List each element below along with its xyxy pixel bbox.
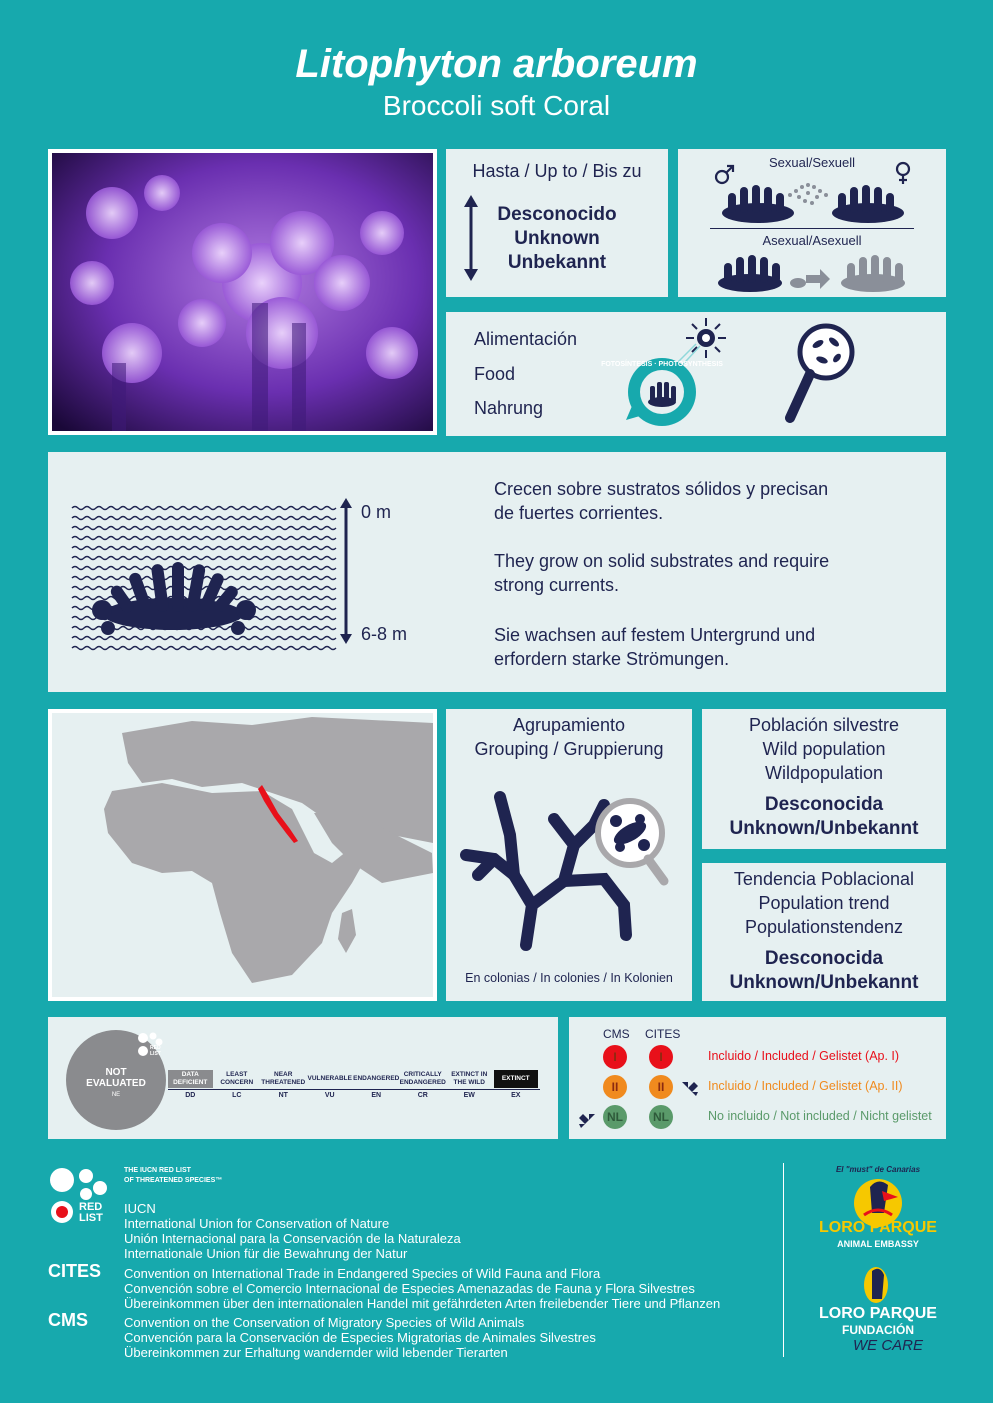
depth-bottom-label: 6-8 m xyxy=(361,624,408,644)
wave-line xyxy=(72,517,336,520)
iucn-footer-logo-text-1: RED xyxy=(79,1201,103,1213)
cites-appendix-i-badge: I xyxy=(649,1045,673,1069)
cms-pointer-arrow-icon xyxy=(577,1112,599,1130)
trend-label-de: Populationstendenz xyxy=(744,917,904,937)
sexual-label: Sexual/Sexuell xyxy=(769,155,855,170)
cites-appendix-nl-badge: NL xyxy=(649,1105,673,1129)
redlist-code-cr: CR xyxy=(417,1092,428,1099)
iucn-footer-logo xyxy=(48,1166,112,1226)
cites-column-header: CITES xyxy=(645,1027,681,1041)
cites-footer-title: CITES xyxy=(48,1261,102,1281)
cms-column-header: CMS xyxy=(603,1027,630,1041)
vertical-arrow-icon xyxy=(461,195,481,281)
redlist-code-dd: DD xyxy=(185,1092,196,1099)
habitat-text-de-2: erfordern starke Strömungen. xyxy=(494,649,730,669)
depth-top-label: 0 m xyxy=(361,502,392,522)
iucn-logo-caption-1: THE IUCN RED LIST xyxy=(124,1167,191,1174)
iucn-logo-caption-2: OF THREATENED SPECIES™ xyxy=(124,1177,223,1184)
wild-pop-label-de: Wildpopulation xyxy=(764,763,884,783)
trend-label-en: Population trend xyxy=(758,893,890,913)
wave-line xyxy=(72,637,336,640)
size-value-de: Unbekannt xyxy=(507,252,607,273)
wild-pop-value-es: Desconocida xyxy=(764,794,884,815)
cites-line-3: Übereinkommen über den internationalen Handel mit gefährdeten Arten freilebender Tiere und Pflanzen xyxy=(124,1296,721,1311)
photosynthesis-ring-text: FOTOSÍNTESIS · PHOTOSYNTHESIS xyxy=(601,361,723,368)
wild-population-panel xyxy=(702,709,946,849)
food-panel xyxy=(446,312,946,436)
redlist-small-logo-text-2: LIST xyxy=(150,1051,161,1057)
loro-parque-fundacion-logo xyxy=(808,1265,948,1357)
redlist-category-vu: VULNERABLE xyxy=(307,1075,352,1082)
iucn-footer-logo-text-2: LIST xyxy=(79,1212,103,1224)
redlist-category-cr: CRITICALLY ENDANGERED xyxy=(399,1071,446,1086)
sexual-reproduction-icon xyxy=(678,175,946,225)
iucn-line-3: Internationale Union für die Bewahrung der Natur xyxy=(124,1246,408,1261)
cms-line-3: Übereinkommen zur Erhaltung wandernder wild lebender Tierarten xyxy=(124,1345,508,1360)
redlist-category-nt: NEAR THREATENED xyxy=(261,1071,306,1086)
trend-value-en-de: Unknown/Unbekannt xyxy=(729,972,919,993)
redlist-code-en: EN xyxy=(371,1092,382,1099)
cms-footer-title: CMS xyxy=(48,1310,88,1330)
coral-colony-icon xyxy=(88,554,258,634)
grouping-label-en-de: Grouping / Gruppierung xyxy=(474,739,664,759)
common-name: Broccoli soft Coral xyxy=(382,90,611,121)
depth-arrow-icon xyxy=(339,498,353,644)
redlist-category-lc: LEAST CONCERN xyxy=(220,1071,254,1086)
redlist-scale-line xyxy=(168,1089,540,1090)
grouping-panel xyxy=(446,709,692,1001)
redlist-status-code: NE xyxy=(111,1092,121,1098)
redlist-category-dd: DATA DEFICIENT xyxy=(168,1070,213,1088)
reproduction-divider xyxy=(710,228,914,229)
coral-photo xyxy=(48,149,437,435)
asexual-label: Asexual/Asexuell xyxy=(762,233,862,248)
wild-pop-label-en: Wild population xyxy=(762,739,886,759)
size-value-es: Desconocido xyxy=(497,204,617,225)
iucn-name: IUCN xyxy=(124,1201,156,1216)
cites-row-label-nl: No incluido / Not included / Nicht gelistet xyxy=(708,1109,932,1123)
wave-line xyxy=(72,547,336,550)
habitat-text-en-2: strong currents. xyxy=(494,575,620,595)
loro-animal-embassy: ANIMAL EMBASSY xyxy=(837,1239,919,1249)
redlist-status-label-2: EVALUATED xyxy=(86,1078,146,1089)
redlist-status-label-1: NOT xyxy=(105,1067,127,1078)
wild-pop-label-es: Población silvestre xyxy=(748,715,900,735)
loro-fundacion: FUNDACIÓN xyxy=(842,1323,914,1337)
habitat-panel xyxy=(48,452,946,692)
species-title: Litophyton arboreum xyxy=(295,42,698,86)
redlist-code-vu: VU xyxy=(324,1092,335,1099)
cms-appendix-ii-badge: II xyxy=(603,1075,627,1099)
loro-parque-animal-embassy-logo xyxy=(808,1165,948,1255)
iucn-line-1: International Union for Conservation of Nature xyxy=(124,1216,390,1231)
redlist-code-ex: EX xyxy=(511,1092,521,1099)
trend-label-es: Tendencia Poblacional xyxy=(733,869,915,889)
wave-line xyxy=(72,537,336,540)
asexual-reproduction-icon xyxy=(678,247,946,295)
redlist-code-ew: EW xyxy=(463,1092,475,1099)
redlist-small-logo xyxy=(136,1031,164,1059)
cites-line-2: Convención sobre el Comercio Internacional de Especies Amenazadas de Fauna y Flora Silvestres xyxy=(124,1281,695,1296)
food-label-en: Food xyxy=(474,364,516,384)
habitat-text-de-1: Sie wachsen auf festem Untergrund und xyxy=(494,625,816,645)
cites-row-label-i: Incluido / Included / Gelistet (Ap. I) xyxy=(708,1049,900,1063)
cites-row-label-ii: Incluido / Included / Gelistet (Ap. II) xyxy=(708,1079,903,1093)
food-label-es: Alimentación xyxy=(474,329,578,349)
loro-arc-text: El "must" de Canarias xyxy=(835,1165,921,1174)
grouping-caption: En colonias / In colonies / In Kolonien xyxy=(465,971,673,985)
habitat-text-es-1: Crecen sobre sustratos sólidos y precisan xyxy=(494,479,829,499)
redlist-code-nt: NT xyxy=(278,1092,288,1099)
grouping-label-es: Agrupamiento xyxy=(512,715,626,735)
loro-parque-name-1: LORO PARQUE xyxy=(819,1219,937,1236)
photosynthesis-icon xyxy=(601,316,732,430)
cms-line-2: Convención para la Conservación de Especies Migratorias de Animales Silvestres xyxy=(124,1330,596,1345)
size-panel xyxy=(446,149,668,297)
redlist-category-en: ENDANGERED xyxy=(353,1075,400,1082)
wave-line xyxy=(72,647,336,650)
distribution-map xyxy=(48,709,437,1001)
reproduction-panel xyxy=(678,149,946,297)
redlist-category-ex: EXTINCT xyxy=(494,1070,539,1088)
redlist-small-logo-text-1: RED xyxy=(150,1045,161,1051)
magnifier-plankton-icon xyxy=(782,318,862,432)
habitat-text-es-2: de fuertes corrientes. xyxy=(494,503,664,523)
footer-divider xyxy=(783,1163,784,1357)
wave-line xyxy=(72,527,336,530)
habitat-text-en-1: They grow on solid substrates and require xyxy=(494,551,830,571)
size-heading: Hasta / Up to / Bis zu xyxy=(472,161,642,181)
cites-pointer-arrow-icon xyxy=(678,1080,700,1098)
trend-value-es: Desconocida xyxy=(764,948,884,969)
cms-appendix-nl-badge: NL xyxy=(603,1105,627,1129)
size-value-en: Unknown xyxy=(514,228,600,249)
redlist-code-lc: LC xyxy=(232,1092,242,1099)
wild-pop-value-en-de: Unknown/Unbekannt xyxy=(729,818,919,839)
cites-appendix-ii-badge: II xyxy=(649,1075,673,1099)
iucn-line-2: Unión Internacional para la Conservación de la Naturaleza xyxy=(124,1231,461,1246)
cms-line-1: Convention on the Conservation of Migratory Species of Wild Animals xyxy=(124,1315,525,1330)
redlist-category-ew: EXTINCT IN THE WILD xyxy=(451,1071,488,1086)
loro-we-care: WE CARE xyxy=(852,1337,923,1354)
wave-line xyxy=(72,507,336,510)
colony-branch-icon xyxy=(454,785,684,965)
food-label-de: Nahrung xyxy=(474,398,544,418)
loro-parque-name-2: LORO PARQUE xyxy=(819,1305,937,1322)
cms-appendix-i-badge: I xyxy=(603,1045,627,1069)
population-trend-panel xyxy=(702,863,946,1001)
cites-line-1: Convention on International Trade in Endangered Species of Wild Fauna and Flora xyxy=(124,1266,601,1281)
